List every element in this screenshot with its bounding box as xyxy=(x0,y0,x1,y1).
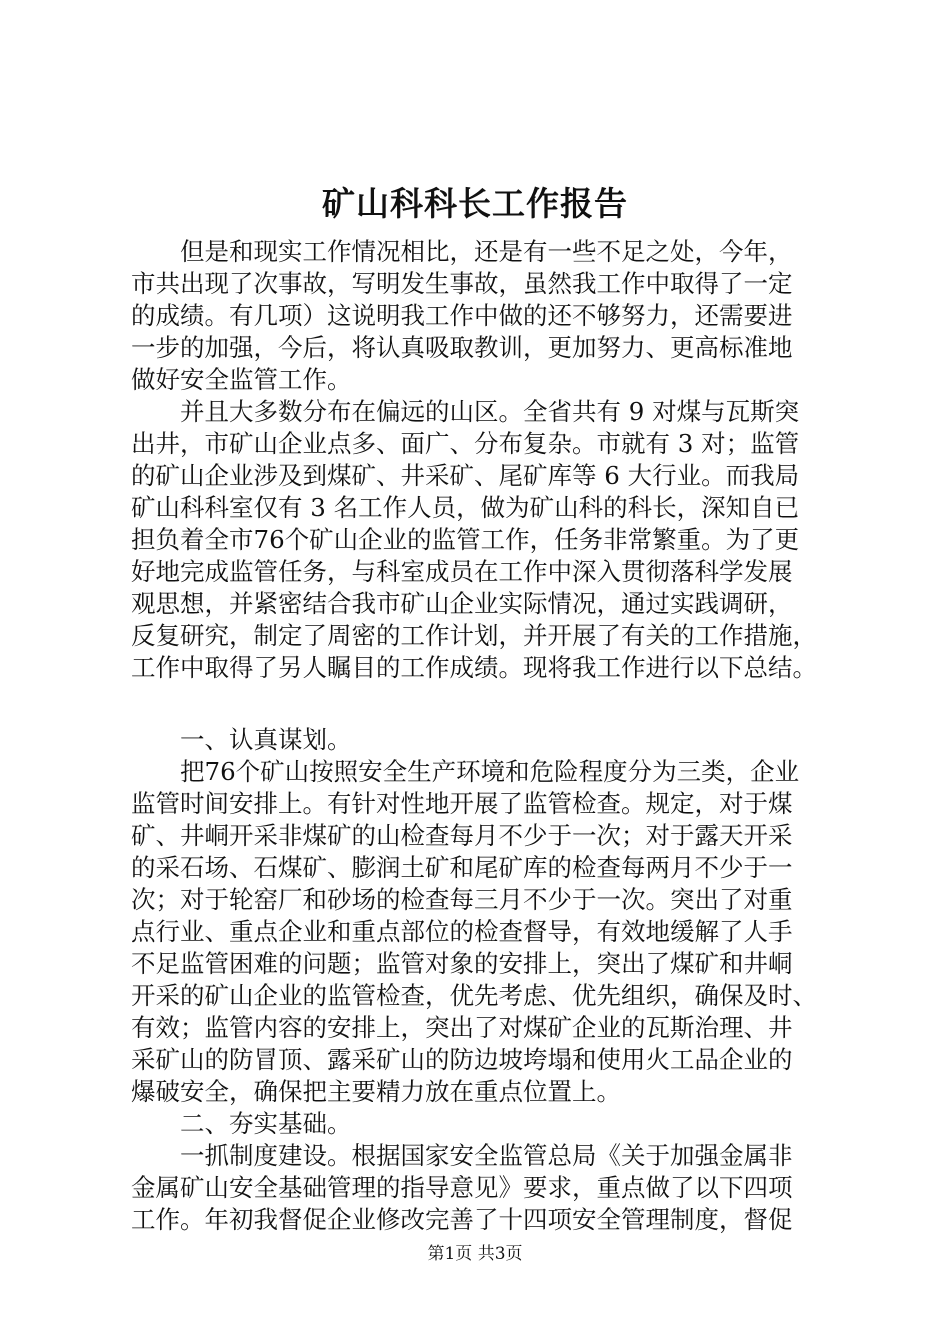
text-line: 矿山科科室仅有 3 名工作人员，做为矿山科的科长，深知自已 xyxy=(131,493,800,522)
text-line: 不足监管困难的问题；监管对象的安排上，突出了煤矿和井峒 xyxy=(131,949,793,978)
text-line: 工作中取得了另人瞩目的工作成绩。现将我工作进行以下总结。 xyxy=(131,653,817,682)
text-line: 的成绩。有几项）这说明我工作中做的还不够努力，还需要进 xyxy=(131,301,793,330)
document-body xyxy=(131,236,831,1236)
text-line: 工作。年初我督促企业修改完善了十四项安全管理制度，督促 xyxy=(131,1205,793,1234)
text-line: 点行业、重点企业和重点部位的检查督导，有效地缓解了人手 xyxy=(131,917,793,946)
paragraph-gap xyxy=(131,684,831,724)
text-line: 做好安全监管工作。 xyxy=(131,365,352,394)
text-line: 把76个矿山按照安全生产环境和危险程度分为三类，企业 xyxy=(131,757,800,786)
text-line: 的采石场、石煤矿、膨润土矿和尾矿库的检查每两月不少于一 xyxy=(131,853,793,882)
document-title: 矿山科科长工作报告 xyxy=(322,184,628,223)
text-line: 有效；监管内容的安排上，突出了对煤矿企业的瓦斯治理、井 xyxy=(131,1013,793,1042)
text-line: 担负着全市76个矿山企业的监管工作，任务非常繁重。为了更 xyxy=(131,525,800,554)
text-line: 爆破安全，确保把主要精力放在重点位置上。 xyxy=(131,1077,621,1106)
text-line: 开采的矿山企业的监管检查，优先考虑、优先组织，确保及时、 xyxy=(131,981,817,1010)
page-footer: 第1页 共3页 xyxy=(427,1244,523,1264)
text-line: 反复研究，制定了周密的工作计划，并开展了有关的工作措施， xyxy=(131,621,817,650)
text-line: 次；对于轮窑厂和砂场的检查每三月不少于一次。突出了对重 xyxy=(131,885,793,914)
text-line: 好地完成监管任务，与科室成员在工作中深入贯彻落科学发展 xyxy=(131,557,793,586)
text-line: 的矿山企业涉及到煤矿、井采矿、尾矿库等 6 大行业。而我局 xyxy=(131,461,800,490)
text-line: 并且大多数分布在偏远的山区。全省共有 9 对煤与瓦斯突 xyxy=(131,397,800,426)
text-line: 出井，市矿山企业点多、面广、分布复杂。市就有 3 对；监管 xyxy=(131,429,800,458)
text-line: 矿、井峒开采非煤矿的山检查每月不少于一次；对于露天开采 xyxy=(131,821,793,850)
text-line: 观思想，并紧密结合我市矿山企业实际情况，通过实践调研， xyxy=(131,589,793,618)
text-line: 一步的加强，今后，将认真吸取教训，更加努力、更高标准地 xyxy=(131,333,793,362)
text-line: 一抓制度建设。根据国家安全监管总局《关于加强金属非 xyxy=(131,1141,793,1170)
section-heading: 二、夯实基础。 xyxy=(131,1109,352,1138)
text-line: 金属矿山安全基础管理的指导意见》要求，重点做了以下四项 xyxy=(131,1173,793,1202)
text-line: 监管时间安排上。有针对性地开展了监管检查。规定，对于煤 xyxy=(131,789,793,818)
text-line: 市共出现了次事故，写明发生事故，虽然我工作中取得了一定 xyxy=(131,269,793,298)
text-line: 但是和现实工作情况相比，还是有一些不足之处，今年， xyxy=(131,237,793,266)
section-heading: 一、认真谋划。 xyxy=(131,725,352,754)
text-line: 采矿山的防冒顶、露采矿山的防边坡垮塌和使用火工品企业的 xyxy=(131,1045,793,1074)
